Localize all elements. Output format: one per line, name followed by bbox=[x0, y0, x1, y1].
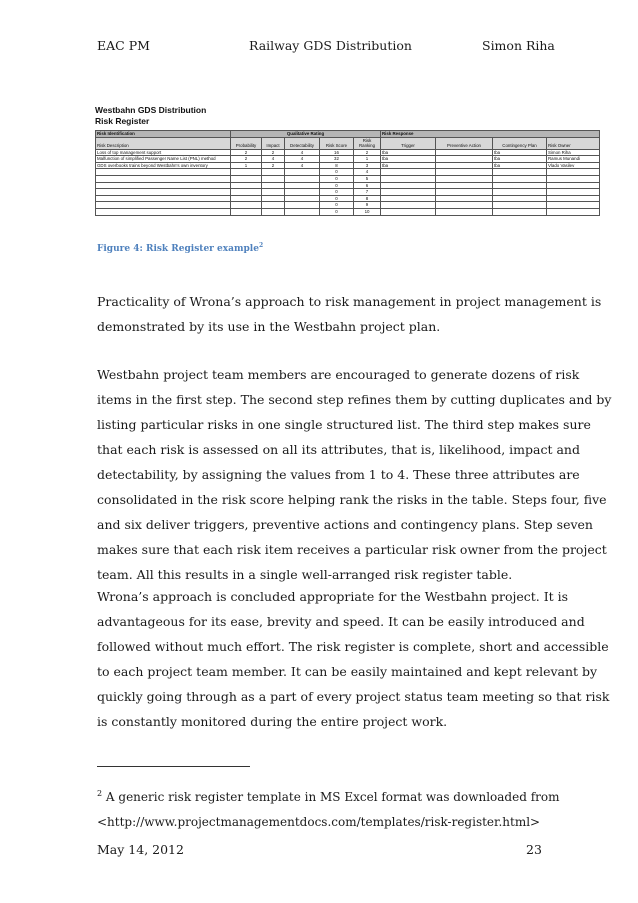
table-cell bbox=[96, 208, 231, 215]
table-cell: 0 bbox=[320, 202, 354, 209]
table-cell: 5 bbox=[354, 175, 381, 182]
paragraph-line: followed without much effort. The risk register is complete, short and accessible bbox=[97, 639, 609, 654]
table-cell bbox=[547, 202, 600, 209]
table-cell bbox=[285, 208, 320, 215]
column-header-cell: Preventive Action bbox=[436, 137, 493, 149]
table-cell: 0 bbox=[320, 182, 354, 189]
table-cell: 8 bbox=[320, 162, 354, 169]
footnote-url: <http://www.projectmanagementdocs.com/templates/risk-register.html> bbox=[97, 815, 541, 829]
table-cell bbox=[436, 149, 493, 156]
table-cell bbox=[493, 208, 547, 215]
table-cell bbox=[285, 195, 320, 202]
column-header-row bbox=[96, 137, 600, 149]
table-row bbox=[96, 195, 600, 202]
table-cell bbox=[547, 195, 600, 202]
table-cell: 2 bbox=[262, 149, 285, 156]
footnote-divider bbox=[97, 766, 250, 767]
table-cell: GDS overbooks trains beyond Westbahn's own inventory bbox=[96, 162, 231, 169]
table-cell bbox=[381, 208, 436, 215]
paragraph bbox=[97, 289, 602, 339]
table-cell bbox=[436, 169, 493, 176]
caption-text: Figure 4: Risk Register example bbox=[97, 244, 259, 254]
table-cell: 16 bbox=[320, 149, 354, 156]
table-cell bbox=[231, 175, 262, 182]
group-header-cell: Risk Identification bbox=[96, 131, 231, 138]
paragraph-line: quickly going through as a part of every project status team meeting so that risk bbox=[97, 689, 610, 704]
table-cell bbox=[96, 195, 231, 202]
table-cell: Malfunction of simplified Passenger Name List (PNL) method bbox=[96, 156, 231, 163]
table-cell bbox=[231, 195, 262, 202]
footnote bbox=[97, 781, 560, 835]
table-cell bbox=[381, 175, 436, 182]
paragraph-line: Wrona’s approach is concluded appropriate for the Westbahn project. It is bbox=[97, 589, 569, 604]
table-cell: 8 bbox=[354, 195, 381, 202]
table-cell: 0 bbox=[320, 169, 354, 176]
paragraph-line: team. All this results in a single well-arranged risk register table. bbox=[97, 567, 513, 582]
table-cell: 4 bbox=[285, 162, 320, 169]
table-cell bbox=[231, 202, 262, 209]
paragraph-line: detectability, by assigning the values from 1 to 4. These three attributes are bbox=[97, 467, 580, 482]
table-cell bbox=[436, 182, 493, 189]
column-header-cell: Risk Owner bbox=[547, 137, 600, 149]
paragraph-line: items in the first step. The second step refines them by cutting duplicates and by bbox=[97, 392, 612, 407]
footnote-line bbox=[97, 781, 560, 810]
footnote-number: 2 bbox=[97, 789, 103, 798]
table-row bbox=[96, 182, 600, 189]
table-cell bbox=[262, 182, 285, 189]
table-cell: 0 bbox=[320, 175, 354, 182]
table-cell bbox=[381, 195, 436, 202]
table-cell: 6 bbox=[354, 182, 381, 189]
column-header-cell: Probability bbox=[231, 137, 262, 149]
paragraph-line: that each risk is assessed on all its attributes, that is, likelihood, impact and bbox=[97, 442, 580, 457]
paragraph-line: to each project team member. It can be easily maintained and kept relevant by bbox=[97, 664, 598, 679]
table-cell: 0 bbox=[320, 189, 354, 196]
column-header-cell: Trigger bbox=[381, 137, 436, 149]
table-cell: Loss of top management support bbox=[96, 149, 231, 156]
table-cell bbox=[493, 189, 547, 196]
table-cell: 2 bbox=[231, 156, 262, 163]
table-cell bbox=[436, 175, 493, 182]
header-center: Railway GDS Distribution bbox=[249, 38, 412, 53]
table-cell: 10 bbox=[354, 208, 381, 215]
table-cell: 0 bbox=[320, 195, 354, 202]
column-header-cell: Risk Description bbox=[96, 137, 231, 149]
table-cell bbox=[436, 156, 493, 163]
table-cell: Ramus Munandi bbox=[547, 156, 600, 163]
table-row bbox=[96, 149, 600, 156]
table-cell bbox=[547, 208, 600, 215]
risk-register-table bbox=[95, 130, 600, 216]
table-cell bbox=[285, 182, 320, 189]
table-cell: 2 bbox=[262, 162, 285, 169]
table-cell bbox=[262, 202, 285, 209]
table-cell: 2 bbox=[231, 149, 262, 156]
table-cell bbox=[436, 162, 493, 169]
page-number: 23 bbox=[526, 842, 542, 857]
table-cell: 3 bbox=[354, 162, 381, 169]
paragraph bbox=[97, 362, 612, 587]
table-cell bbox=[285, 202, 320, 209]
table-cell bbox=[436, 189, 493, 196]
table-cell: 9 bbox=[354, 202, 381, 209]
table-cell bbox=[231, 182, 262, 189]
paragraph-line: demonstrated by its use in the Westbahn project plan. bbox=[97, 319, 441, 334]
header-left: EAC PM bbox=[97, 38, 150, 53]
paragraph-line: makes sure that each risk item receives a particular risk owner from the project bbox=[97, 542, 607, 557]
table-cell bbox=[381, 189, 436, 196]
table-cell bbox=[262, 195, 285, 202]
table-cell bbox=[547, 182, 600, 189]
register-subtitle: Risk Register bbox=[95, 116, 150, 126]
column-header-cell: Risk Ranking bbox=[354, 137, 381, 149]
column-header-cell: Contingency Plan bbox=[493, 137, 547, 149]
table-cell: tba bbox=[493, 162, 547, 169]
table-cell bbox=[436, 208, 493, 215]
table-cell bbox=[96, 175, 231, 182]
table-cell bbox=[262, 208, 285, 215]
footer-date: May 14, 2012 bbox=[97, 842, 184, 857]
table-cell: 4 bbox=[285, 156, 320, 163]
paragraph-line: Westbahn project team members are encouraged to generate dozens of risk bbox=[97, 367, 580, 382]
table-cell bbox=[285, 189, 320, 196]
table-row bbox=[96, 156, 600, 163]
table-cell: 0 bbox=[320, 208, 354, 215]
table-cell bbox=[96, 202, 231, 209]
table-row bbox=[96, 175, 600, 182]
table-cell bbox=[381, 169, 436, 176]
caption-footnote-ref: 2 bbox=[258, 242, 264, 249]
table-cell bbox=[547, 189, 600, 196]
table-cell bbox=[262, 169, 285, 176]
table-cell bbox=[96, 182, 231, 189]
table-cell bbox=[96, 169, 231, 176]
risk-register-figure bbox=[95, 105, 599, 216]
table-cell: tba bbox=[381, 149, 436, 156]
table-cell bbox=[436, 202, 493, 209]
table-cell: tba bbox=[493, 156, 547, 163]
table-cell: 4 bbox=[354, 169, 381, 176]
register-title: Westbahn GDS Distribution bbox=[95, 105, 207, 115]
table-cell: tba bbox=[381, 162, 436, 169]
table-cell: Simon Riha bbox=[547, 149, 600, 156]
column-header-cell: Detectability bbox=[285, 137, 320, 149]
table-row bbox=[96, 169, 600, 176]
table-cell: 1 bbox=[354, 156, 381, 163]
table-cell bbox=[493, 202, 547, 209]
paragraph-line: and six deliver triggers, preventive actions and contingency plans. Step seven bbox=[97, 517, 593, 532]
table-cell: 2 bbox=[354, 149, 381, 156]
table-cell bbox=[231, 208, 262, 215]
table-cell bbox=[262, 175, 285, 182]
footnote-text: A generic risk register template in MS Excel format was downloaded from bbox=[102, 790, 560, 804]
paragraph bbox=[97, 584, 610, 734]
table-row bbox=[96, 202, 600, 209]
table-cell: tba bbox=[381, 156, 436, 163]
table-cell bbox=[231, 169, 262, 176]
table-cell bbox=[381, 202, 436, 209]
table-cell bbox=[493, 169, 547, 176]
table-cell: 32 bbox=[320, 156, 354, 163]
table-cell bbox=[493, 182, 547, 189]
group-header-cell: Risk Response bbox=[381, 131, 600, 138]
paragraph-line: listing particular risks in one single structured list. The third step makes sure bbox=[97, 417, 591, 432]
table-cell bbox=[231, 189, 262, 196]
paragraph-line: is constantly monitored during the entire project work. bbox=[97, 714, 448, 729]
paragraph-line: consolidated in the risk score helping rank the risks in the table. Steps four, five bbox=[97, 492, 607, 507]
table-cell bbox=[262, 189, 285, 196]
paragraph-line: advantageous for its ease, brevity and speed. It can be easily introduced and bbox=[97, 614, 585, 629]
table-cell: 7 bbox=[354, 189, 381, 196]
table-row bbox=[96, 189, 600, 196]
table-cell bbox=[493, 195, 547, 202]
table-cell bbox=[547, 175, 600, 182]
figure-caption bbox=[97, 242, 263, 254]
column-header-cell: Impact bbox=[262, 137, 285, 149]
table-cell bbox=[493, 175, 547, 182]
table-row bbox=[96, 208, 600, 215]
header-right: Simon Riha bbox=[482, 38, 555, 53]
table-row bbox=[96, 162, 600, 169]
table-cell: 4 bbox=[262, 156, 285, 163]
table-cell: tba bbox=[493, 149, 547, 156]
table-cell bbox=[381, 182, 436, 189]
paragraph-line: Practicality of Wrona’s approach to risk management in project management is bbox=[97, 294, 602, 309]
group-header-cell: Qualitative Rating bbox=[231, 131, 381, 138]
table-cell bbox=[436, 195, 493, 202]
table-cell: 1 bbox=[231, 162, 262, 169]
table-cell bbox=[547, 169, 600, 176]
table-cell bbox=[96, 189, 231, 196]
table-cell: 4 bbox=[285, 149, 320, 156]
column-header-cell: Risk Score bbox=[320, 137, 354, 149]
table-cell: Vlado Vasilev bbox=[547, 162, 600, 169]
group-header-row bbox=[96, 131, 600, 138]
table-cell bbox=[285, 175, 320, 182]
table-cell bbox=[285, 169, 320, 176]
